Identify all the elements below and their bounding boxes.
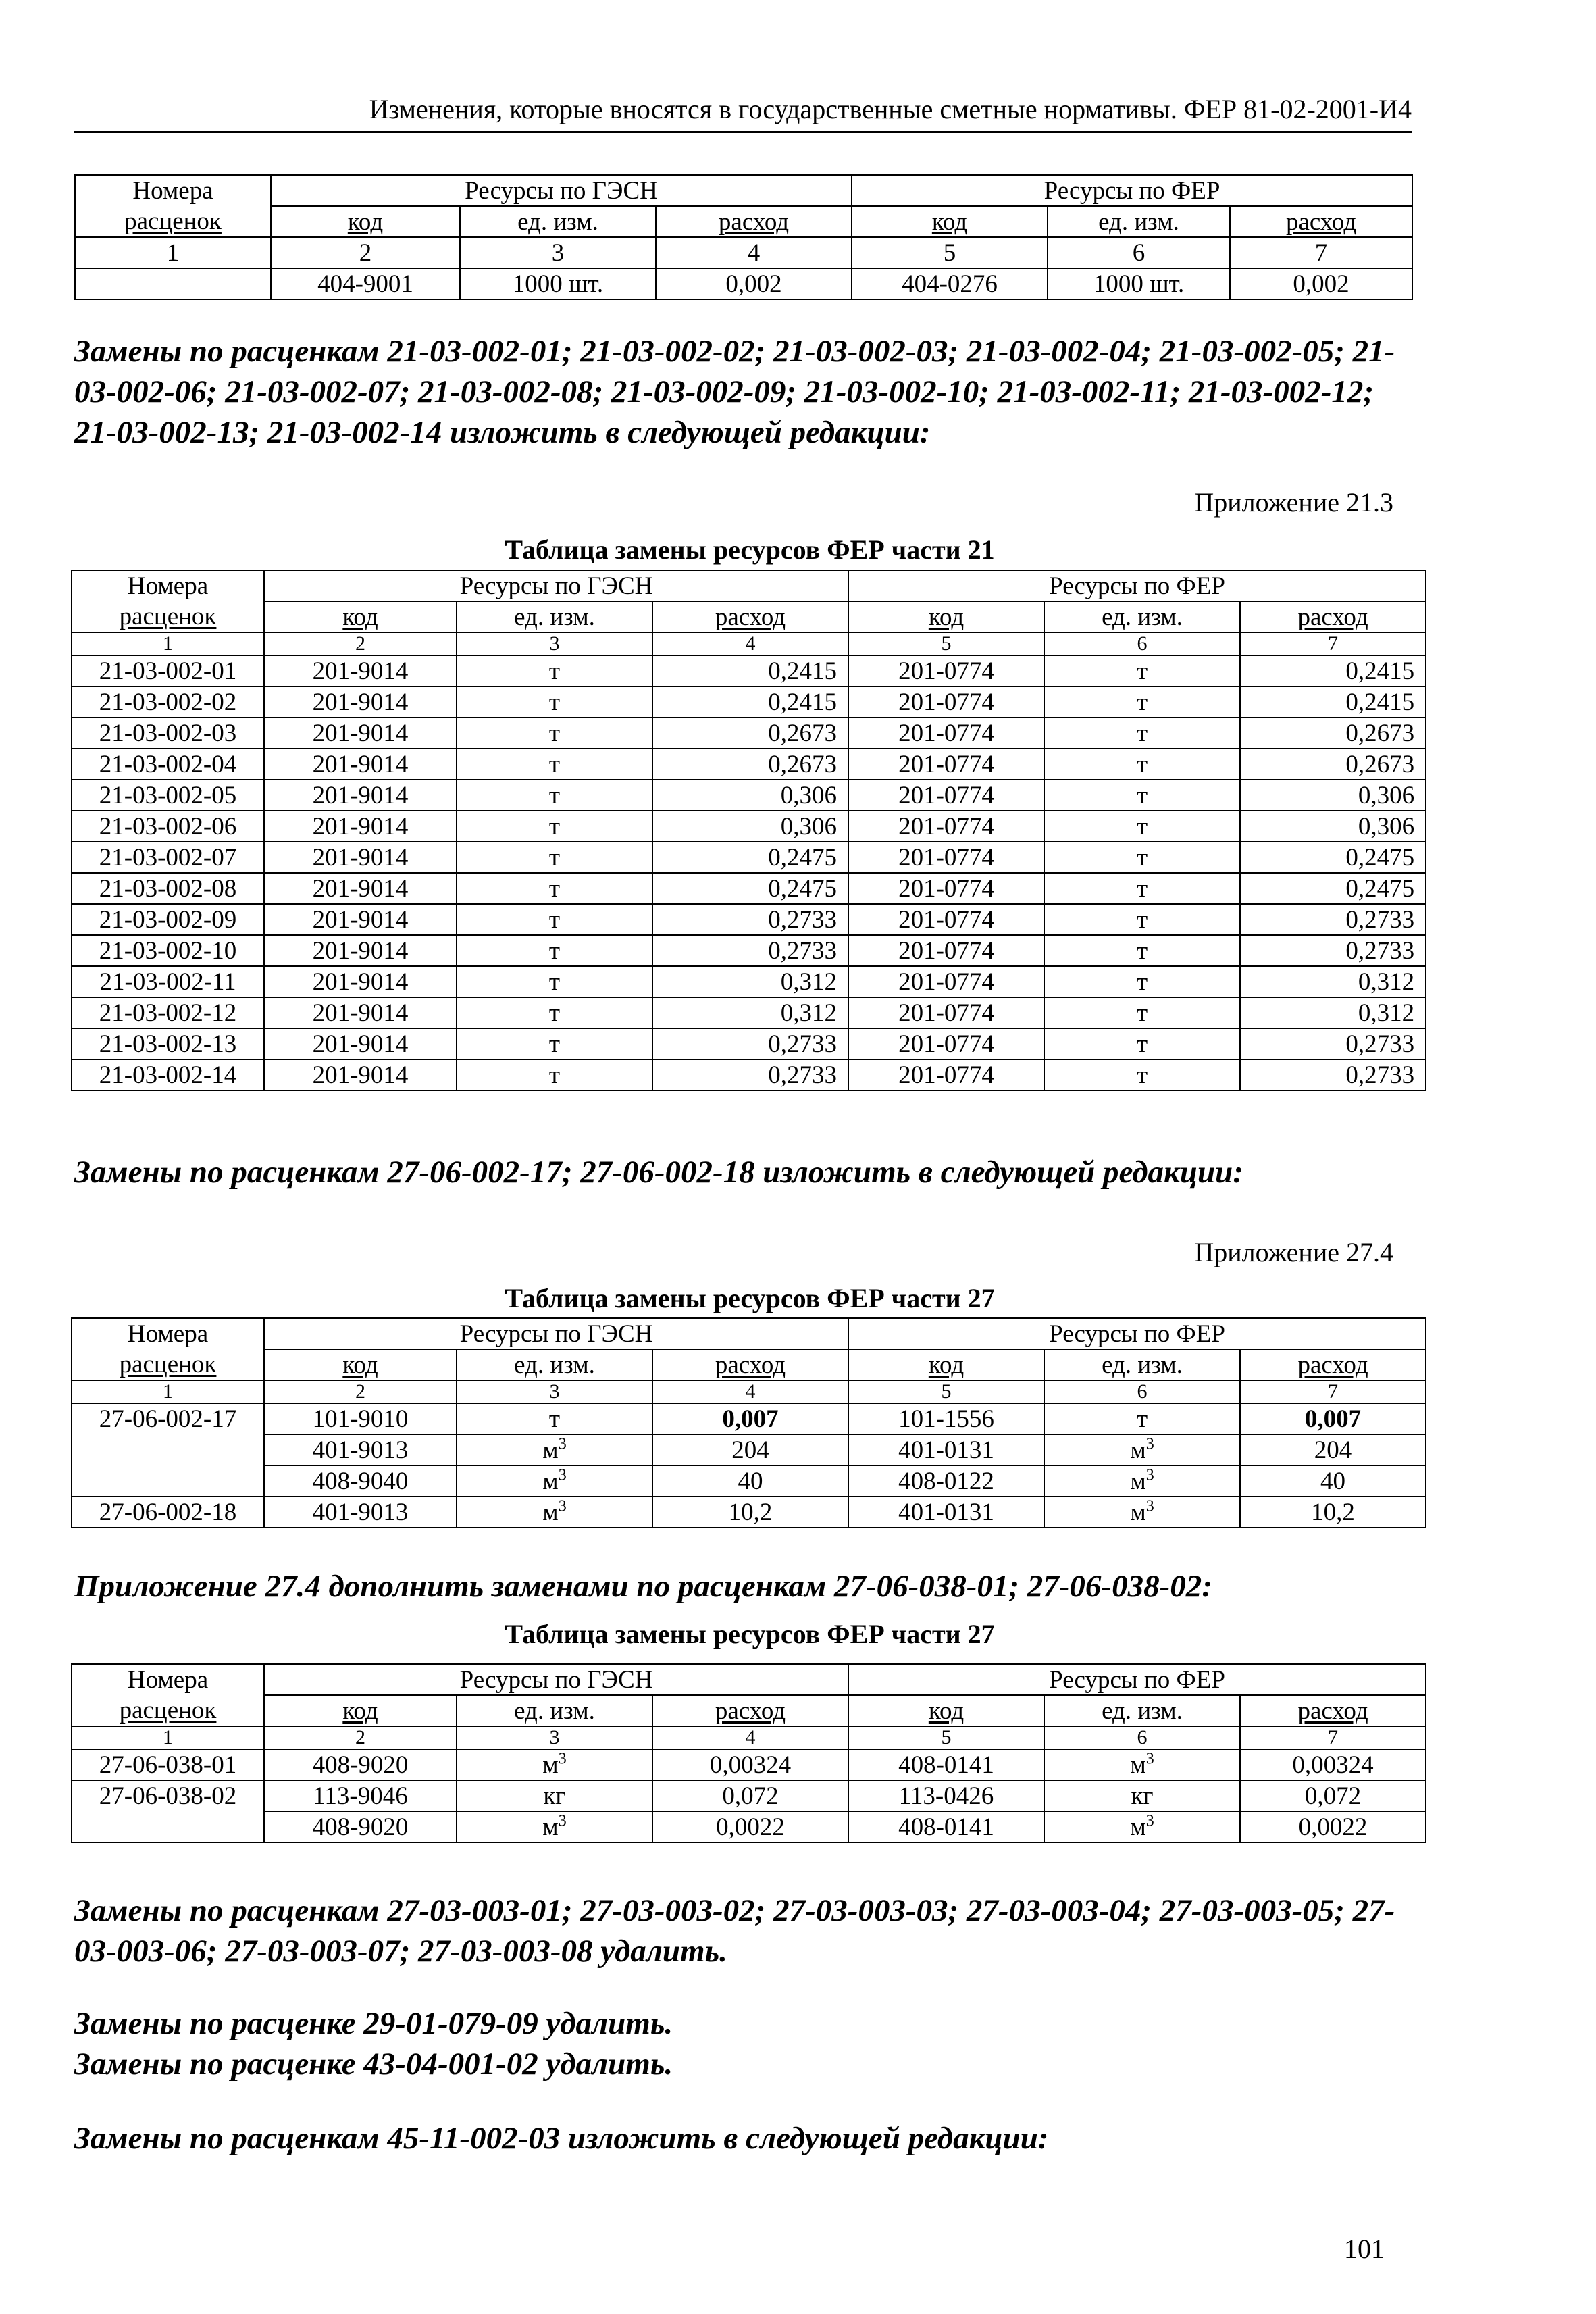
fer-code: 401-0131 bbox=[848, 1434, 1044, 1465]
gesn-amount: 40 bbox=[652, 1465, 848, 1496]
head-amount: расход bbox=[652, 1349, 848, 1380]
gesn-unit: $м^3$ bbox=[457, 1465, 652, 1496]
rate-number: 21-03-002-03 bbox=[72, 718, 264, 749]
index-cell: 3 bbox=[457, 1726, 652, 1749]
gesn-code: 201-9014 bbox=[264, 935, 457, 966]
gesn-code: 201-9014 bbox=[264, 686, 457, 718]
rate-number bbox=[72, 1434, 264, 1465]
index-row bbox=[72, 632, 1426, 655]
table-row bbox=[72, 811, 1426, 842]
rate-number: 21-03-002-01 bbox=[72, 655, 264, 686]
fer-code: 201-0774 bbox=[848, 904, 1044, 935]
fer-code: 201-0774 bbox=[848, 842, 1044, 873]
table-row bbox=[72, 1403, 1426, 1434]
index-cell: 3 bbox=[457, 1380, 652, 1403]
fer-unit: т bbox=[1044, 1403, 1240, 1434]
rate-number: 27-06-002-18 bbox=[72, 1496, 264, 1528]
head-amount: расход bbox=[1240, 601, 1426, 632]
rate-number: 27-06-002-17 bbox=[72, 1403, 264, 1434]
rate-number: 21-03-002-02 bbox=[72, 686, 264, 718]
fer-unit: т bbox=[1044, 935, 1240, 966]
head-code: код bbox=[271, 206, 460, 237]
fer-amount: 0,072 bbox=[1240, 1780, 1426, 1811]
appendix-label-21-3: Приложение 21.3 bbox=[1194, 487, 1393, 518]
fer-amount: 0,2673 bbox=[1240, 718, 1426, 749]
fer-unit: т bbox=[1044, 686, 1240, 718]
paragraph-replacements-21: Замены по расценкам 21-03-002-01; 21-03-002-02; 21-03-002-03; 21-03-002-04; 21-03-002-05; 21-03-002-06; 21-03-002-07; 21-03-002-08; 21-03-002-09; 21-03-002-10; 21-03-002-11; 21-03-002-12; 21-03-002-13; 21-03-002-14 изложить в следующей редакции: bbox=[74, 334, 1395, 450]
head-unit: ед. изм. bbox=[457, 1695, 652, 1726]
head-code: код bbox=[852, 206, 1048, 237]
gesn-amount: 0,2733 bbox=[652, 935, 848, 966]
index-cell: 2 bbox=[264, 1726, 457, 1749]
gesn-code: 201-9014 bbox=[264, 873, 457, 904]
rate-number: 21-03-002-06 bbox=[72, 811, 264, 842]
gesn-amount: 0,00324 bbox=[652, 1749, 848, 1780]
index-cell: 6 bbox=[1044, 1726, 1240, 1749]
table-head-row-1 bbox=[72, 1664, 1426, 1695]
fer-amount: 0,312 bbox=[1240, 997, 1426, 1028]
gesn-unit: т bbox=[457, 1059, 652, 1090]
gesn-unit: кг bbox=[457, 1780, 652, 1811]
index-row bbox=[72, 1380, 1426, 1403]
gesn-amount: 0,2733 bbox=[652, 1059, 848, 1090]
gesn-amount: 0,2733 bbox=[652, 904, 848, 935]
head-numbers-2: расценок bbox=[72, 601, 264, 632]
gesn-unit: т bbox=[457, 686, 652, 718]
index-cell: 1 bbox=[72, 1380, 264, 1403]
fer-unit: т bbox=[1044, 904, 1240, 935]
fer-unit: т bbox=[1044, 842, 1240, 873]
fer-unit: т bbox=[1044, 811, 1240, 842]
gesn-amount: 0,312 bbox=[652, 997, 848, 1028]
head-numbers: Номера bbox=[72, 1664, 264, 1695]
gesn-amount: 0,072 bbox=[652, 1780, 848, 1811]
index-cell: 7 bbox=[1240, 1726, 1426, 1749]
index-cell: 1 bbox=[75, 237, 271, 268]
gesn-unit: т bbox=[457, 873, 652, 904]
head-numbers-2: расценок bbox=[75, 206, 271, 237]
fer-amount: 0,2475 bbox=[1240, 873, 1426, 904]
table-row bbox=[72, 1780, 1426, 1811]
index-cell: 1 bbox=[72, 632, 264, 655]
fer-amount: 0,2733 bbox=[1240, 1059, 1426, 1090]
rate-number: 21-03-002-07 bbox=[72, 842, 264, 873]
table-row bbox=[72, 842, 1426, 873]
rate-number: 27-06-038-02 bbox=[72, 1780, 264, 1811]
head-fer: Ресурсы по ФЕР bbox=[852, 175, 1412, 206]
gesn-amount: 0,0022 bbox=[652, 1811, 848, 1842]
table-head-row-2 bbox=[75, 206, 1412, 237]
rate-number: 21-03-002-13 bbox=[72, 1028, 264, 1059]
gesn-amount: 0,2733 bbox=[652, 1028, 848, 1059]
head-unit: ед. изм. bbox=[457, 601, 652, 632]
replacement-table-21 bbox=[71, 570, 1426, 1091]
head-amount: расход bbox=[1240, 1349, 1426, 1380]
fer-code: 113-0426 bbox=[848, 1780, 1044, 1811]
paragraph-appendix-27-4-addition: Приложение 27.4 дополнить заменами по расценкам 27-06-038-01; 27-06-038-02: bbox=[74, 1569, 1212, 1604]
fer-unit: т bbox=[1044, 1028, 1240, 1059]
index-cell: 2 bbox=[264, 1380, 457, 1403]
gesn-unit: т bbox=[457, 718, 652, 749]
head-code: код bbox=[848, 601, 1044, 632]
gesn-amount: 204 bbox=[652, 1434, 848, 1465]
head-amount: расход bbox=[652, 601, 848, 632]
head-unit: ед. изм. bbox=[1044, 601, 1240, 632]
index-cell: 4 bbox=[652, 1726, 848, 1749]
gesn-amount: 0,2475 bbox=[652, 842, 848, 873]
head-amount: расход bbox=[1230, 206, 1412, 237]
head-amount: расход bbox=[656, 206, 852, 237]
fer-amount: 0,2733 bbox=[1240, 904, 1426, 935]
gesn-code: 201-9014 bbox=[264, 904, 457, 935]
table-head-row-1 bbox=[72, 1318, 1426, 1349]
fer-amount: 0,306 bbox=[1240, 780, 1426, 811]
fer-code: 201-0774 bbox=[848, 1028, 1044, 1059]
head-gesn: Ресурсы по ГЭСН bbox=[271, 175, 852, 206]
fer-amount: 0,2673 bbox=[1240, 749, 1426, 780]
table-caption-27: Таблица замены ресурсов ФЕР части 27 bbox=[505, 1283, 995, 1313]
head-code: код bbox=[264, 1695, 457, 1726]
fer-code: 408-0141 bbox=[848, 1811, 1044, 1842]
appendix-label-27-4: Приложение 27.4 bbox=[1194, 1237, 1393, 1267]
gesn-amount: 0,312 bbox=[652, 966, 848, 997]
index-cell: 7 bbox=[1240, 1380, 1426, 1403]
fer-amount: 0,2733 bbox=[1240, 935, 1426, 966]
fer-code: 101-1556 bbox=[848, 1403, 1044, 1434]
fer-unit: $м^3$ bbox=[1044, 1749, 1240, 1780]
rate-number: 21-03-002-09 bbox=[72, 904, 264, 935]
fer-unit: т bbox=[1044, 780, 1240, 811]
rate-number bbox=[75, 268, 271, 299]
gesn-amount: 0,306 bbox=[652, 811, 848, 842]
head-code: код bbox=[264, 601, 457, 632]
fer-code: 201-0774 bbox=[848, 873, 1044, 904]
gesn-unit: $м^3$ bbox=[457, 1434, 652, 1465]
rate-number: 21-03-002-12 bbox=[72, 997, 264, 1028]
gesn-unit: 1000 шт. bbox=[460, 268, 656, 299]
fer-code: 408-0122 bbox=[848, 1465, 1044, 1496]
gesn-amount: 0,2415 bbox=[652, 686, 848, 718]
gesn-code: 201-9014 bbox=[264, 780, 457, 811]
fer-code: 201-0774 bbox=[848, 811, 1044, 842]
gesn-code: 201-9014 bbox=[264, 997, 457, 1028]
index-cell: 5 bbox=[848, 1380, 1044, 1403]
paragraph-delete-29-01-079: Замены по расценке 29-01-079-09 удалить. bbox=[74, 2006, 673, 2041]
index-cell: 4 bbox=[652, 1380, 848, 1403]
fer-unit: т bbox=[1044, 655, 1240, 686]
fer-code: 201-0774 bbox=[848, 686, 1044, 718]
table-caption-27-b: Таблица замены ресурсов ФЕР части 27 bbox=[505, 1619, 995, 1649]
index-cell: 5 bbox=[848, 632, 1044, 655]
gesn-unit: т bbox=[457, 749, 652, 780]
fer-code: 201-0774 bbox=[848, 997, 1044, 1028]
head-unit: ед. изм. bbox=[1044, 1349, 1240, 1380]
head-unit: ед. изм. bbox=[1044, 1695, 1240, 1726]
head-unit: ед. изм. bbox=[457, 1349, 652, 1380]
head-numbers: Номера bbox=[75, 175, 271, 206]
table-row bbox=[72, 1434, 1426, 1465]
table-row bbox=[72, 997, 1426, 1028]
paragraph-replacements-45-11: Замены по расценкам 45-11-002-03 изложить в следующей редакции: bbox=[74, 2121, 1049, 2156]
table-row bbox=[72, 873, 1426, 904]
rate-number: 21-03-002-11 bbox=[72, 966, 264, 997]
fer-unit: $м^3$ bbox=[1044, 1811, 1240, 1842]
index-cell: 4 bbox=[652, 632, 848, 655]
head-numbers: Номера bbox=[72, 570, 264, 601]
gesn-code: 404-9001 bbox=[271, 268, 460, 299]
replacement-table-0 bbox=[74, 174, 1413, 300]
head-code: код bbox=[848, 1695, 1044, 1726]
fer-unit: $м^3$ bbox=[1044, 1465, 1240, 1496]
gesn-code: 201-9014 bbox=[264, 718, 457, 749]
head-fer: Ресурсы по ФЕР bbox=[848, 1664, 1426, 1695]
gesn-unit: т bbox=[457, 1028, 652, 1059]
fer-code: 201-0774 bbox=[848, 749, 1044, 780]
paragraph-delete-27-03-003: Замены по расценкам 27-03-003-01; 27-03-003-02; 27-03-003-03; 27-03-003-04; 27-03-003-05; 27-03-003-06; 27-03-003-07; 27-03-003-08 удалить. bbox=[74, 1893, 1395, 1969]
fer-code: 201-0774 bbox=[848, 780, 1044, 811]
fer-unit: $м^3$ bbox=[1044, 1434, 1240, 1465]
rate-number: 21-03-002-05 bbox=[72, 780, 264, 811]
rate-number bbox=[72, 1811, 264, 1842]
table-row bbox=[72, 1811, 1426, 1842]
fer-unit: кг bbox=[1044, 1780, 1240, 1811]
head-unit: ед. изм. bbox=[1048, 206, 1230, 237]
head-gesn: Ресурсы по ГЭСН bbox=[264, 1664, 848, 1695]
table-head-row-1 bbox=[72, 570, 1426, 601]
gesn-code: 113-9046 bbox=[264, 1780, 457, 1811]
fer-amount: 0,312 bbox=[1240, 966, 1426, 997]
index-cell: 5 bbox=[852, 237, 1048, 268]
table-row bbox=[72, 1465, 1426, 1496]
gesn-code: 401-9013 bbox=[264, 1496, 457, 1528]
fer-code: 201-0774 bbox=[848, 966, 1044, 997]
gesn-amount: 0,2475 bbox=[652, 873, 848, 904]
gesn-amount: 0,2673 bbox=[652, 749, 848, 780]
table-row bbox=[72, 718, 1426, 749]
index-row bbox=[72, 1726, 1426, 1749]
table-row bbox=[72, 904, 1426, 935]
fer-amount: 0,0022 bbox=[1240, 1811, 1426, 1842]
table-row bbox=[72, 966, 1426, 997]
gesn-unit: т bbox=[457, 811, 652, 842]
rate-number bbox=[72, 1465, 264, 1496]
table-head-row-1 bbox=[75, 175, 1412, 206]
head-unit: ед. изм. bbox=[460, 206, 656, 237]
gesn-code: 201-9014 bbox=[264, 966, 457, 997]
gesn-code: 408-9020 bbox=[264, 1749, 457, 1780]
paragraph-delete-43-04-001: Замены по расценке 43-04-001-02 удалить. bbox=[74, 2046, 673, 2082]
fer-amount: 0,2415 bbox=[1240, 655, 1426, 686]
fer-code: 408-0141 bbox=[848, 1749, 1044, 1780]
fer-unit: т bbox=[1044, 873, 1240, 904]
fer-code: 401-0131 bbox=[848, 1496, 1044, 1528]
head-amount: расход bbox=[1240, 1695, 1426, 1726]
index-cell: 1 bbox=[72, 1726, 264, 1749]
replacement-table-27-06-002 bbox=[71, 1317, 1426, 1528]
fer-unit: т bbox=[1044, 718, 1240, 749]
table-row bbox=[72, 780, 1426, 811]
index-cell: 2 bbox=[264, 632, 457, 655]
rate-number: 21-03-002-08 bbox=[72, 873, 264, 904]
gesn-unit: т bbox=[457, 904, 652, 935]
table-row bbox=[72, 1749, 1426, 1780]
gesn-unit: т bbox=[457, 935, 652, 966]
fer-amount: 0,00324 bbox=[1240, 1749, 1426, 1780]
gesn-unit: $м^3$ bbox=[457, 1496, 652, 1528]
gesn-code: 201-9014 bbox=[264, 1028, 457, 1059]
rate-number: 21-03-002-04 bbox=[72, 749, 264, 780]
head-numbers-2: расценок bbox=[72, 1695, 264, 1726]
head-numbers: Номера bbox=[72, 1318, 264, 1349]
gesn-amount: 0,002 bbox=[656, 268, 852, 299]
gesn-code: 201-9014 bbox=[264, 655, 457, 686]
gesn-code: 201-9014 bbox=[264, 842, 457, 873]
index-cell: 4 bbox=[656, 237, 852, 268]
fer-unit: $м^3$ bbox=[1044, 1496, 1240, 1528]
head-fer: Ресурсы по ФЕР bbox=[848, 1318, 1426, 1349]
fer-code: 201-0774 bbox=[848, 935, 1044, 966]
table-row bbox=[72, 1059, 1426, 1090]
fer-code: 201-0774 bbox=[848, 1059, 1044, 1090]
table-head-row-2 bbox=[72, 1695, 1426, 1726]
gesn-amount: 0,007 bbox=[652, 1403, 848, 1434]
table-row bbox=[72, 686, 1426, 718]
fer-amount: 40 bbox=[1240, 1465, 1426, 1496]
gesn-code: 408-9040 bbox=[264, 1465, 457, 1496]
fer-amount: 0,2415 bbox=[1240, 686, 1426, 718]
fer-amount: 0,2475 bbox=[1240, 842, 1426, 873]
paragraph-replacements-27-06: Замены по расценкам 27-06-002-17; 27-06-002-18 изложить в следующей редакции: bbox=[74, 1155, 1243, 1190]
head-fer: Ресурсы по ФЕР bbox=[848, 570, 1426, 601]
gesn-unit: т bbox=[457, 1403, 652, 1434]
gesn-code: 201-9014 bbox=[264, 1059, 457, 1090]
fer-amount: 0,306 bbox=[1240, 811, 1426, 842]
index-row bbox=[75, 237, 1412, 268]
rate-number: 27-06-038-01 bbox=[72, 1749, 264, 1780]
running-header: Изменения, которые вносятся в государственные сметные нормативы. ФЕР 81-02-2001-И4 bbox=[74, 93, 1412, 133]
fer-amount: 0,002 bbox=[1230, 268, 1412, 299]
index-cell: 6 bbox=[1044, 1380, 1240, 1403]
table-head-row-2 bbox=[72, 601, 1426, 632]
head-amount: расход bbox=[652, 1695, 848, 1726]
rate-number: 21-03-002-10 bbox=[72, 935, 264, 966]
index-cell: 3 bbox=[457, 632, 652, 655]
replacement-table-27-06-038 bbox=[71, 1663, 1426, 1843]
gesn-unit: т bbox=[457, 966, 652, 997]
fer-unit: т bbox=[1044, 997, 1240, 1028]
gesn-unit: $м^3$ bbox=[457, 1749, 652, 1780]
head-code: код bbox=[848, 1349, 1044, 1380]
fer-unit: т bbox=[1044, 966, 1240, 997]
table-row bbox=[72, 655, 1426, 686]
index-cell: 2 bbox=[271, 237, 460, 268]
fer-amount: 204 bbox=[1240, 1434, 1426, 1465]
table-row bbox=[72, 935, 1426, 966]
table-row bbox=[75, 268, 1412, 299]
gesn-unit: т bbox=[457, 655, 652, 686]
fer-unit: т bbox=[1044, 749, 1240, 780]
fer-amount: 0,007 bbox=[1240, 1403, 1426, 1434]
index-cell: 7 bbox=[1230, 237, 1412, 268]
table-caption-21: Таблица замены ресурсов ФЕР части 21 bbox=[505, 534, 995, 565]
page-number: 101 bbox=[1344, 2234, 1385, 2264]
head-gesn: Ресурсы по ГЭСН bbox=[264, 1318, 848, 1349]
fer-amount: 10,2 bbox=[1240, 1496, 1426, 1528]
rate-number: 21-03-002-14 bbox=[72, 1059, 264, 1090]
gesn-unit: $м^3$ bbox=[457, 1811, 652, 1842]
table-row bbox=[72, 1496, 1426, 1528]
gesn-amount: 0,306 bbox=[652, 780, 848, 811]
gesn-code: 401-9013 bbox=[264, 1434, 457, 1465]
fer-unit: т bbox=[1044, 1059, 1240, 1090]
gesn-code: 408-9020 bbox=[264, 1811, 457, 1842]
gesn-amount: 0,2673 bbox=[652, 718, 848, 749]
index-cell: 6 bbox=[1044, 632, 1240, 655]
gesn-code: 201-9014 bbox=[264, 811, 457, 842]
head-code: код bbox=[264, 1349, 457, 1380]
fer-amount: 0,2733 bbox=[1240, 1028, 1426, 1059]
head-gesn: Ресурсы по ГЭСН bbox=[264, 570, 848, 601]
table-row bbox=[72, 749, 1426, 780]
fer-code: 404-0276 bbox=[852, 268, 1048, 299]
gesn-unit: т bbox=[457, 997, 652, 1028]
gesn-code: 201-9014 bbox=[264, 749, 457, 780]
gesn-amount: 0,2415 bbox=[652, 655, 848, 686]
index-cell: 6 bbox=[1048, 237, 1230, 268]
gesn-unit: т bbox=[457, 780, 652, 811]
gesn-code: 101-9010 bbox=[264, 1403, 457, 1434]
table-row bbox=[72, 1028, 1426, 1059]
index-cell: 3 bbox=[460, 237, 656, 268]
fer-code: 201-0774 bbox=[848, 718, 1044, 749]
fer-unit: 1000 шт. bbox=[1048, 268, 1230, 299]
table-head-row-2 bbox=[72, 1349, 1426, 1380]
gesn-amount: 10,2 bbox=[652, 1496, 848, 1528]
head-numbers-2: расценок bbox=[72, 1349, 264, 1380]
index-cell: 5 bbox=[848, 1726, 1044, 1749]
fer-code: 201-0774 bbox=[848, 655, 1044, 686]
index-cell: 7 bbox=[1240, 632, 1426, 655]
gesn-unit: т bbox=[457, 842, 652, 873]
